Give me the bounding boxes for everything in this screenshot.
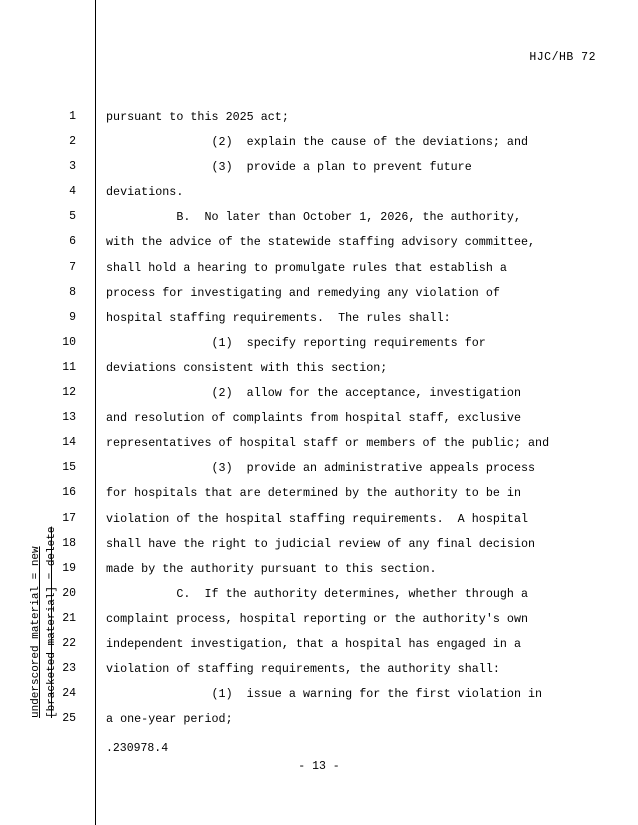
line-number: 1 [69, 110, 76, 123]
text-line [0, 612, 638, 637]
line-text: representatives of hospital staff or members of the public; and [106, 436, 550, 451]
text-line [0, 235, 638, 260]
line-number: 3 [69, 160, 76, 174]
line-number: 18 [62, 536, 76, 550]
line-number: 22 [62, 636, 76, 650]
text-line [0, 637, 638, 662]
line-text: (2) allow for the acceptance, investigation [106, 386, 521, 401]
line-number: 5 [69, 210, 76, 224]
line-number: 4 [69, 185, 76, 199]
line-text: pursuant to this 2025 act; [106, 110, 289, 124]
text-line [0, 135, 638, 160]
line-number: 25 [62, 712, 76, 726]
text-line [0, 587, 638, 612]
line-text: complaint process, hospital reporting or the authority's own [106, 611, 529, 626]
text-line [0, 311, 638, 336]
line-number: 11 [62, 360, 76, 374]
document-number: .230978.4 [106, 742, 169, 755]
numbered-text-body [0, 110, 638, 737]
line-number: 17 [62, 511, 76, 525]
text-line [0, 160, 638, 185]
line-number: 12 [62, 386, 76, 400]
legend-new-text: underscored material = new [30, 546, 42, 718]
line-text: (2) explain the cause of the deviations; and [106, 135, 529, 150]
line-text: made by the authority pursuant to this section. [106, 561, 437, 576]
text-line [0, 286, 638, 311]
line-text: B. No later than October 1, 2026, the authority, [106, 210, 521, 225]
line-number: 21 [62, 611, 76, 625]
line-text: deviations. [106, 185, 184, 200]
line-number: 16 [62, 486, 76, 500]
line-number: 2 [69, 135, 76, 149]
line-text: (3) provide a plan to prevent future [106, 160, 472, 175]
text-line [0, 662, 638, 687]
line-number: 19 [62, 561, 76, 575]
text-line [0, 436, 638, 461]
line-number: 14 [62, 436, 76, 450]
line-number: 13 [62, 411, 76, 425]
text-line [0, 537, 638, 562]
text-line [0, 336, 638, 361]
text-line [0, 110, 638, 135]
line-text: a one-year period; [106, 712, 233, 727]
line-text: (1) specify reporting requirements for [106, 335, 486, 350]
line-text: shall have the right to judicial review of any final decision [106, 536, 536, 551]
line-text: hospital staffing requirements. The rules shall: [106, 310, 451, 325]
line-text: shall hold a hearing to promulgate rules that establish a [106, 260, 507, 275]
line-number: 9 [69, 310, 76, 324]
legend-delete-text: [bracketed material] = delete [46, 526, 58, 718]
line-number: 6 [69, 235, 76, 249]
text-line [0, 261, 638, 286]
line-number: 8 [69, 285, 76, 299]
text-line [0, 712, 638, 737]
line-text: (3) provide an administrative appeals process [106, 461, 536, 476]
line-text: violation of staffing requirements, the authority shall: [106, 662, 500, 677]
line-text: violation of the hospital staffing requirements. A hospital [106, 511, 529, 526]
page-number: - 13 - [298, 760, 340, 773]
bill-identifier: HJC/HB 72 [529, 51, 596, 64]
line-text: independent investigation, that a hospital has engaged in a [106, 636, 521, 651]
text-line [0, 210, 638, 235]
text-line [0, 486, 638, 511]
line-text: (1) issue a warning for the first violation in [106, 687, 543, 702]
line-text: for hospitals that are determined by the authority to be in [106, 486, 521, 501]
line-number: 10 [62, 335, 76, 349]
line-number: 24 [62, 687, 76, 701]
text-line [0, 411, 638, 436]
line-number: 7 [69, 260, 76, 274]
line-text: deviations consistent with this section; [106, 360, 388, 375]
line-number: 20 [62, 586, 76, 600]
line-text: and resolution of complaints from hospital staff, exclusive [106, 411, 521, 426]
line-number: 15 [62, 461, 76, 475]
text-line [0, 687, 638, 712]
text-line [0, 386, 638, 411]
text-line [0, 461, 638, 486]
line-text: process for investigating and remedying any violation of [106, 285, 500, 300]
text-line [0, 361, 638, 386]
text-line [0, 185, 638, 210]
text-line [0, 562, 638, 587]
line-text: C. If the authority determines, whether through a [106, 586, 529, 601]
text-line [0, 512, 638, 537]
line-text: with the advice of the statewide staffing advisory committee, [106, 235, 536, 250]
line-number: 23 [62, 662, 76, 676]
